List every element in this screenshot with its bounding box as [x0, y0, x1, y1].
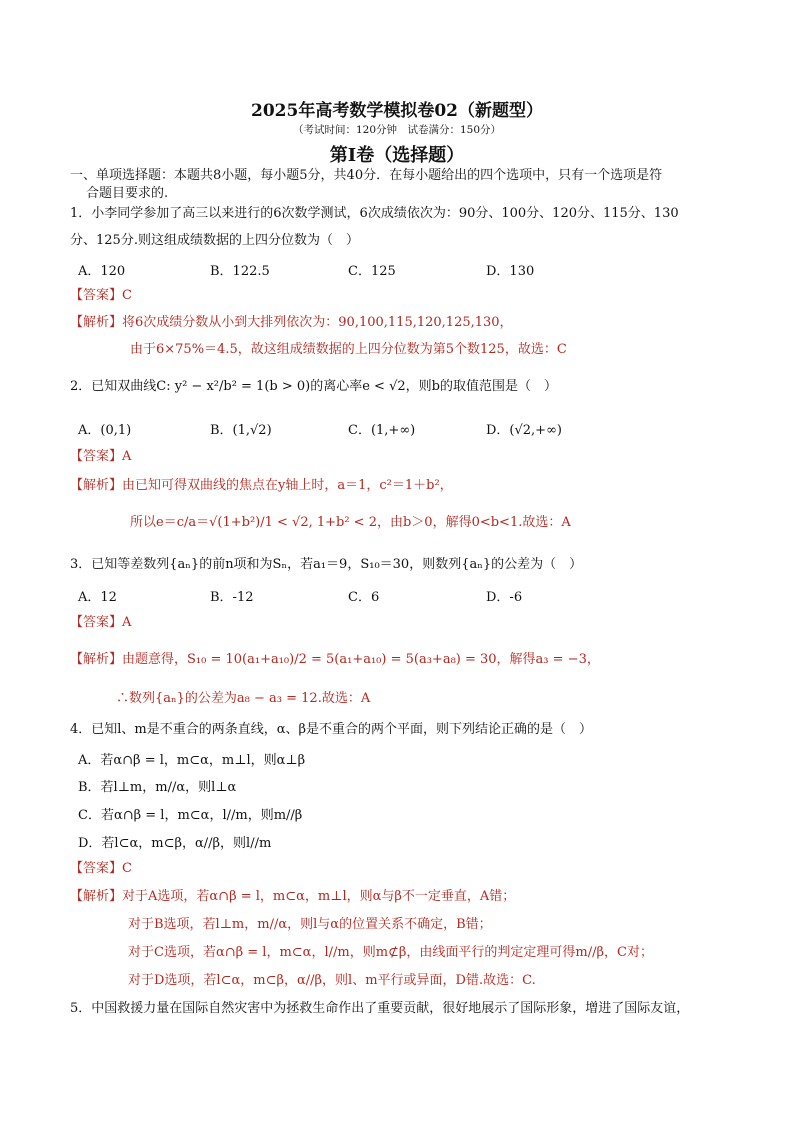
q5-stem: 5．中国救援力量在国际自然灾害中为拯救生命作出了重要贡献，很好地展示了国际形象，增进了国际友谊， [70, 1001, 690, 1016]
q1-analysis [70, 314, 513, 332]
page-title: 2025年高考数学模拟卷02（新题型） [251, 101, 543, 121]
q1-analysis-line1: 将6次成绩分数从小到大排列依次为：90,100,115,120,125,130， [122, 315, 513, 330]
q4-analysis-line3: 对于C选项，若α∩β = l，m⊂α，l//m，则m⊄β，由线面平行的判定定理可得m//β，C对； [128, 945, 653, 960]
q3-stem: 3．已知等差数列{aₙ}的前n项和为Sₙ，若a₁＝9，S₁₀＝30，则数列{aₙ}的公差为（ ） [70, 557, 583, 572]
q4-option-c: C．若α∩β = l，m⊂α，l//m，则m//β [78, 808, 303, 823]
q4-analysis-line4: 对于D选项，若l⊂α，m⊂β，α//β，则l、m平行或异面，D错.故选：C. [128, 973, 536, 988]
q2-option-c: C．(1,+∞) [348, 423, 416, 438]
q1-stem-line2: 分、125分.则这组成绩数据的上四分位数为（ ） [70, 233, 359, 248]
answer-label: 【答案】 [70, 449, 123, 464]
q4-option-a: A．若α∩β = l，m⊂α，m⊥l，则α⊥β [78, 753, 306, 768]
section-instruction-line1: 一、单项选择题：本题共8小题，每小题5分，共40分．在每小题给出的四个选项中，只有一个选项是符 [70, 168, 663, 183]
q1-stem-line1: 1．小李同学参加了高三以来进行的6次数学测试，6次成绩依次为：90分、100分、120分、115分、130 [70, 206, 679, 221]
q3-answer [70, 614, 131, 632]
exam-info: （考试时间：120分钟 试卷满分：150分） [292, 124, 502, 136]
q4-stem: 4．已知l、m是不重合的两条直线，α、β是不重合的两个平面，则下列结论正确的是（ ） [70, 722, 593, 737]
part-heading: 第Ⅰ卷（选择题） [329, 145, 465, 166]
analysis-label: 【解析】 [70, 478, 123, 493]
analysis-label: 【解析】 [70, 315, 123, 330]
q1-option-a: A．120 [78, 264, 126, 279]
q3-option-c: C．6 [348, 590, 380, 605]
q1-option-b: B．122.5 [210, 264, 270, 279]
q2-option-d: D．(√2,+∞) [486, 423, 562, 438]
q2-analysis-line1: 由已知可得双曲线的焦点在y轴上时，a＝1，c²＝1＋b²， [122, 478, 453, 493]
answer-label: 【答案】 [70, 861, 123, 876]
q3-analysis-line2: ∴数列{aₙ}的公差为a₈ − a₃ = 12.故选：A [116, 691, 371, 706]
q4-analysis-line2: 对于B选项，若l⊥m，m//α，则l与α的位置关系不确定，B错； [128, 917, 492, 932]
q4-analysis [70, 888, 515, 906]
q1-answer-value: C [122, 288, 132, 303]
q3-analysis [70, 651, 600, 669]
analysis-label: 【解析】 [70, 652, 123, 667]
q2-option-a: A．(0,1) [78, 423, 132, 438]
q2-answer-value: A [122, 449, 132, 464]
q2-stem: 2．已知双曲线C: y² − x²/b² = 1(b > 0)的离心率e < √2，则b的取值范围是（ ） [70, 379, 557, 394]
q1-option-d: D．130 [486, 264, 535, 279]
answer-label: 【答案】 [70, 288, 123, 303]
q3-answer-value: A [122, 615, 132, 630]
q2-analysis-line2: 所以e＝c/a＝√(1+b²)/1 < √2, 1+b² < 2，由b＞0，解得0<b<1.故选：A [130, 515, 571, 530]
q3-analysis-line1: 由题意得，S₁₀ = 10(a₁+a₁₀)/2 = 5(a₁+a₁₀) = 5(a₃+a₈) = 30，解得a₃ = −3， [122, 652, 600, 667]
q1-analysis-line2: 由于6×75%＝4.5，故这组成绩数据的上四分位数为第5个数125，故选：C [130, 342, 567, 357]
section-instruction-line2: 合题目要求的. [86, 186, 169, 201]
answer-label: 【答案】 [70, 615, 123, 630]
q1-answer [70, 287, 132, 305]
q2-answer [70, 448, 131, 466]
q4-answer-value: C [122, 861, 132, 876]
q2-analysis [70, 477, 453, 495]
q4-option-b: B．若l⊥m，m//α，则l⊥α [78, 780, 237, 795]
q3-option-a: A．12 [78, 590, 117, 605]
analysis-label: 【解析】 [70, 889, 123, 904]
q4-analysis-line1: 对于A选项，若α∩β = l，m⊂α，m⊥l，则α与β不一定垂直，A错； [122, 889, 516, 904]
q3-option-b: B．-12 [210, 590, 254, 605]
q3-option-d: D．-6 [486, 590, 523, 605]
q4-answer [70, 860, 132, 878]
q2-option-b: B．(1,√2) [210, 423, 272, 438]
q4-option-d: D．若l⊂α，m⊂β，α//β，则l//m [78, 836, 272, 851]
q1-option-c: C．125 [348, 264, 396, 279]
